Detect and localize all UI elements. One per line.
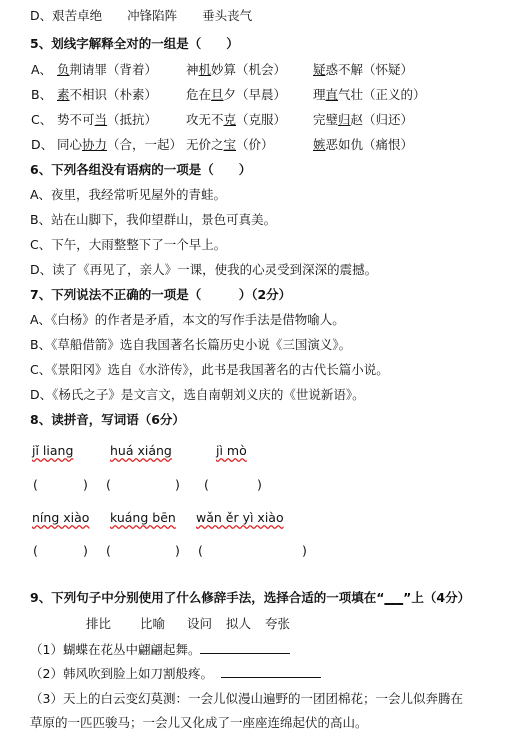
q5-word [57,135,182,153]
q5-word [57,85,157,103]
q9-sentence-3-line-1: （3）天上的白云变幻莫测：一会儿似漫山遍野的一团团棉花；一会儿似奔腾在 [30,691,463,706]
q8-title: 8、读拼音，写词语（6分） [30,412,185,427]
q9-title [30,588,470,606]
word-text: 势不可 [57,112,95,127]
pinyin-3: jì mò [216,443,247,458]
q9-title-end: ”上（4分） [403,590,471,605]
answer-bracket-open: ( [106,543,111,558]
word-text: （合，一起） [107,137,183,152]
underlined-char: 负 [57,62,70,77]
q7-option-a: A、《白杨》的作者是矛盾，本文的写作手法是借物喻人。 [30,312,345,327]
choice-kuazhang: 夸张 [265,616,291,631]
word-text: （克服） [236,112,287,127]
q9-sentence-3-line-2: 草原的一匹匹骏马；一会儿又化成了一座座连绵起伏的高山。 [30,715,368,730]
q9-sentence-2-text: （2）韩风吹到脸上如刀割般疼。 [30,666,213,681]
q6-option-a: A、夜里，我经常听见屋外的青蛙。 [30,187,227,202]
answer-bracket-open: ( [106,477,111,492]
pinyin-2: huá xiáng [110,443,172,458]
answer-bracket-close: ) [257,477,262,492]
q9-sentence-2 [30,664,321,682]
underlined-char: 当 [94,112,108,127]
q6-option-b: B、站在山脚下，我仰望群山，景色可真美。 [30,212,277,227]
underlined-char: 协力 [82,137,108,152]
q5-word [186,85,286,103]
q7-option-d: D、《杨氏之子》是文言文，选自南朝刘义庆的《世说新语》。 [30,387,365,402]
word-text: 攻无不 [186,112,224,127]
q6-option-d: D、读了《再见了，亲人》一课，使我的心灵受到深深的震撼。 [30,262,378,277]
word-text: 同心 [57,137,83,152]
underlined-char: 归 [338,112,351,127]
choice-niren: 拟人 [226,616,252,631]
underlined-char: 嫉 [313,137,326,152]
answer-blank[interactable] [221,665,321,678]
word-text: 妙算（机会） [211,62,287,77]
q6-option-c: C、下午，大雨整整下了一个早上。 [30,237,227,252]
q5-word [313,60,413,78]
underlined-char: 直 [325,87,339,102]
word-text: 危在 [186,87,212,102]
q5-option-label: D、 [31,137,54,152]
word-text: 夕（早晨） [223,87,287,102]
underlined-char: 素 [57,87,70,102]
q7-option-c: C、《景阳冈》选自《水浒传》，此书是我国著名的古代长篇小说。 [30,362,389,377]
underlined-char: 宝 [223,137,237,152]
pinyin-1: jǐ liang [32,443,74,458]
q5-word [313,110,413,128]
word-text: 无价之 [186,137,224,152]
q5-word [313,135,413,153]
underlined-char: 克 [223,112,237,127]
pinyin-5: kuáng bēn [110,510,176,525]
answer-bracket-open: ( [33,477,38,492]
pinyin-6: wǎn ěr yì xiào [196,510,284,525]
q5-title: 5、划线字解释全对的一组是（ ） [30,36,239,51]
q9-title-start: 9、下列句子中分别使用了什么修辞手法，选择合适的一项填在“ [30,590,385,605]
q6-title: 6、下列各组没有语病的一项是（ ） [30,162,252,177]
word-text: 神 [186,62,199,77]
answer-bracket-open: ( [33,543,38,558]
q9-sentence-1 [30,640,290,658]
word-text: 赵（归还） [350,112,414,127]
underlined-char: 疑 [313,62,326,77]
q5-word [313,85,426,103]
choice-shewen: 设问 [187,616,213,631]
word-text: 荆请罪（背着） [69,62,158,77]
q7-option-b: B、《草船借箭》选自我国著名长篇历史小说《三国演义》。 [30,337,352,352]
q5-option-label: C、 [31,112,53,127]
q9-title-blank: ___ [384,590,404,605]
q5-word [57,60,157,78]
word-text: 气壮（正义的） [338,87,426,102]
answer-bracket-open: ( [198,543,203,558]
q5-option-label: A、 [31,62,53,77]
word-text: （价） [236,137,274,152]
q5-option-label: B、 [31,87,53,102]
word-text: 理 [313,87,326,102]
answer-bracket-close: ) [175,477,180,492]
q5-word [186,60,286,78]
answer-bracket-close: ) [302,543,307,558]
word-text: 完璧 [313,112,339,127]
word-text: 不相识（朴素） [69,87,158,102]
answer-bracket-open: ( [204,477,209,492]
underlined-char: 旦 [211,87,224,102]
underlined-char: 机 [198,62,212,77]
answer-bracket-close: ) [83,543,88,558]
answer-bracket-close: ) [83,477,88,492]
word-text: 恶如仇（痛恨） [325,137,414,152]
answer-blank[interactable] [200,641,290,654]
choice-biyu: 比喻 [140,616,166,631]
q5-word [186,110,286,128]
q5-word [57,110,157,128]
q4-option-d: D、艰苦卓绝 冲锋陷阵 垂头丧气 [30,8,253,23]
word-text: （抵抗） [107,112,158,127]
q9-sentence-1-text: （1）蝴蝶在花丛中翩翩起舞。 [30,642,201,657]
answer-bracket-close: ) [175,543,180,558]
choice-paibi: 排比 [86,616,112,631]
q7-title: 7、下列说法不正确的一项是（ ）（2分） [30,287,292,302]
q5-word [186,135,274,153]
pinyin-4: níng xiào [32,510,90,525]
word-text: 惑不解（怀疑） [325,62,414,77]
